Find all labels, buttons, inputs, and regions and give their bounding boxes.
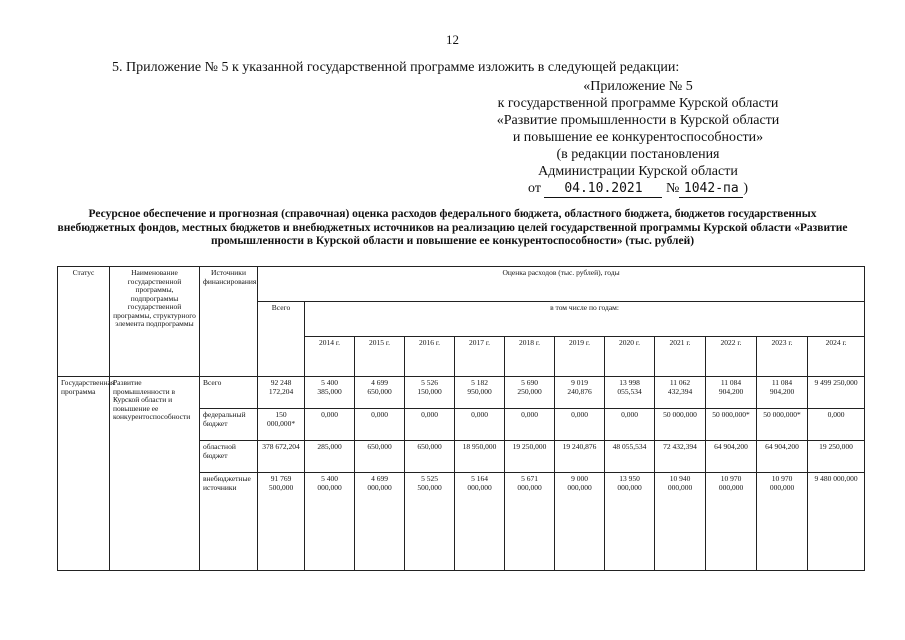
value-cell: 0,000 bbox=[405, 409, 455, 441]
closing-paren: ) bbox=[743, 181, 748, 196]
value-cell: 0,000 bbox=[305, 409, 355, 441]
value-cell: 91 769 500,000 bbox=[258, 473, 305, 571]
value-cell: 5 400 385,000 bbox=[305, 377, 355, 409]
appendix-line: (в редакции постановления bbox=[556, 147, 720, 162]
status-cell: Государственная программа bbox=[58, 377, 110, 571]
value-cell: 4 699 650,000 bbox=[355, 377, 405, 409]
program-name-cell: Развитие промышленности в Курской области и повышение ее конкурентоспособности bbox=[110, 377, 200, 571]
resource-table bbox=[57, 266, 865, 571]
value-cell: 650,000 bbox=[405, 441, 455, 473]
header-total: Всего bbox=[258, 302, 305, 377]
header-year: 2024 г. bbox=[808, 337, 865, 377]
header-funding-source: Источники финансирования bbox=[200, 267, 258, 377]
value-cell: 5 182 950,000 bbox=[455, 377, 505, 409]
value-cell: 9 480 000,000 bbox=[808, 473, 865, 571]
value-cell: 0,000 bbox=[605, 409, 655, 441]
number-value: 1042-па bbox=[679, 180, 743, 198]
appendix-line: к государственной программе Курской области bbox=[497, 96, 779, 111]
value-cell: 19 250,000 bbox=[505, 441, 555, 473]
appendix-block bbox=[468, 78, 808, 198]
date-number-line bbox=[468, 180, 808, 198]
header-year: 2016 г. bbox=[405, 337, 455, 377]
table-heading: Ресурсное обеспечение и прогнозная (справочная) оценка расходов федерального бюджета, областного бюджета, бюджетов государственных внебюджетных фондов, местных бюджетов и внебюджетных источников на реализацию целей государственной программы Курской области «Развитие промышленности в Курской области и повышение ее конкурентоспособности» (тыс. рублей) bbox=[57, 208, 848, 247]
value-cell: 150 000,000* bbox=[258, 409, 305, 441]
value-cell: 19 240,876 bbox=[555, 441, 605, 473]
header-estimate: Оценка расходов (тыс. рублей), годы bbox=[258, 267, 865, 302]
header-year: 2023 г. bbox=[757, 337, 808, 377]
value-cell: 285,000 bbox=[305, 441, 355, 473]
value-cell: 72 432,394 bbox=[655, 441, 706, 473]
header-year: 2017 г. bbox=[455, 337, 505, 377]
value-cell: 9 019 240,876 bbox=[555, 377, 605, 409]
value-cell: 11 084 904,200 bbox=[706, 377, 757, 409]
date-value: 04.10.2021 bbox=[544, 180, 662, 198]
value-cell: 4 699 000,000 bbox=[355, 473, 405, 571]
table-body bbox=[58, 377, 865, 571]
value-cell: 19 250,000 bbox=[808, 441, 865, 473]
funding-source-cell: областной бюджет bbox=[200, 441, 258, 473]
value-cell: 92 248 172,204 bbox=[258, 377, 305, 409]
appendix-line: «Приложение № 5 bbox=[583, 79, 693, 94]
header-year: 2020 г. bbox=[605, 337, 655, 377]
funding-source-cell: Всего bbox=[200, 377, 258, 409]
page-number: 12 bbox=[446, 32, 459, 47]
funding-source-cell: внебюджетные источники bbox=[200, 473, 258, 571]
header-year: 2021 г. bbox=[655, 337, 706, 377]
header-status: Статус bbox=[58, 267, 110, 377]
header-year: 2022 г. bbox=[706, 337, 757, 377]
value-cell: 10 970 000,000 bbox=[757, 473, 808, 571]
header-year: 2019 г. bbox=[555, 337, 605, 377]
value-cell: 50 000,000* bbox=[706, 409, 757, 441]
header-year: 2018 г. bbox=[505, 337, 555, 377]
header-program-name: Наименование государственной программы, подпрограммы государственной программы, структурного элемента подпрограммы bbox=[110, 267, 200, 377]
value-cell: 0,000 bbox=[455, 409, 505, 441]
value-cell: 50 000,000* bbox=[757, 409, 808, 441]
value-cell: 0,000 bbox=[505, 409, 555, 441]
value-cell: 10 940 000,000 bbox=[655, 473, 706, 571]
appendix-line: Администрации Курской области bbox=[538, 164, 738, 179]
value-cell: 48 055,534 bbox=[605, 441, 655, 473]
value-cell: 5 526 150,000 bbox=[405, 377, 455, 409]
value-cell: 0,000 bbox=[808, 409, 865, 441]
header-year: 2014 г. bbox=[305, 337, 355, 377]
value-cell: 18 950,000 bbox=[455, 441, 505, 473]
value-cell: 5 400 000,000 bbox=[305, 473, 355, 571]
value-cell: 5 525 500,000 bbox=[405, 473, 455, 571]
value-cell: 13 998 055,534 bbox=[605, 377, 655, 409]
value-cell: 64 904,200 bbox=[706, 441, 757, 473]
number-prefix: № bbox=[665, 181, 680, 196]
value-cell: 5 690 250,000 bbox=[505, 377, 555, 409]
value-cell: 650,000 bbox=[355, 441, 405, 473]
value-cell: 64 904,200 bbox=[757, 441, 808, 473]
funding-source-cell: федеральный бюджет bbox=[200, 409, 258, 441]
value-cell: 10 970 000,000 bbox=[706, 473, 757, 571]
value-cell: 0,000 bbox=[555, 409, 605, 441]
date-prefix: от bbox=[528, 181, 541, 196]
appendix-line: и повышение ее конкурентоспособности» bbox=[512, 130, 764, 145]
value-cell: 378 672,204 bbox=[258, 441, 305, 473]
table-row bbox=[58, 377, 865, 409]
value-cell: 0,000 bbox=[355, 409, 405, 441]
intro-paragraph: 5. Приложение № 5 к указанной государственной программе изложить в следующей редакции: bbox=[112, 60, 680, 75]
header-year: 2015 г. bbox=[355, 337, 405, 377]
value-cell: 11 084 904,200 bbox=[757, 377, 808, 409]
value-cell: 9 000 000,000 bbox=[555, 473, 605, 571]
value-cell: 50 000,000 bbox=[655, 409, 706, 441]
appendix-line: «Развитие промышленности в Курской области bbox=[496, 113, 780, 128]
value-cell: 13 950 000,000 bbox=[605, 473, 655, 571]
value-cell: 11 062 432,394 bbox=[655, 377, 706, 409]
value-cell: 9 499 250,000 bbox=[808, 377, 865, 409]
value-cell: 5 164 000,000 bbox=[455, 473, 505, 571]
header-by-years: в том числе по годам: bbox=[305, 302, 865, 337]
value-cell: 5 671 000,000 bbox=[505, 473, 555, 571]
